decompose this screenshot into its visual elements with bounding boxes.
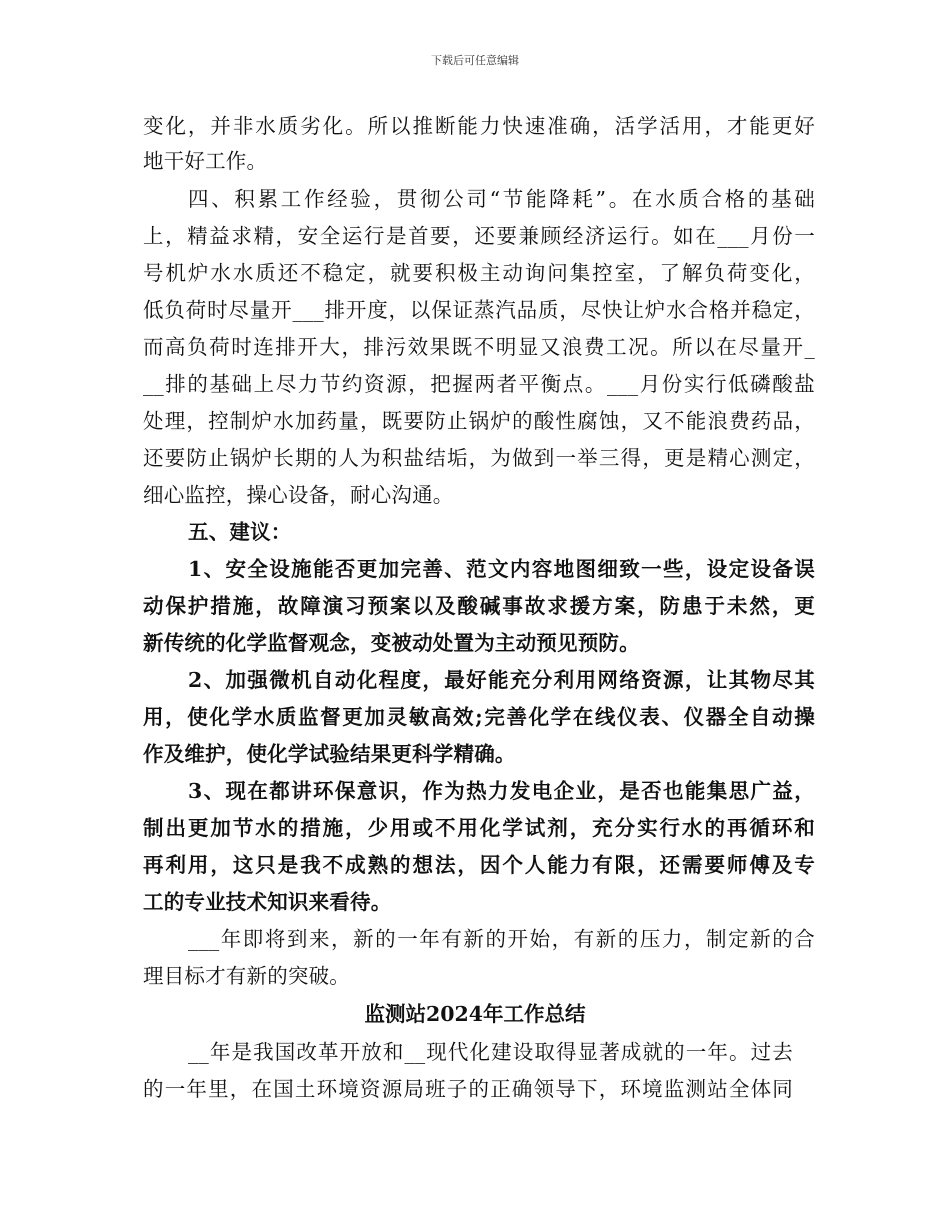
paragraph-line: ___年即将到来，新的一年有新的开始，有新的压力，制定新的合 bbox=[188, 927, 815, 951]
paragraph-line: 制出更加节水的措施，少用或不用化学试剂，充分实行水的再循环和 bbox=[143, 816, 815, 840]
section-heading: 五、建议： bbox=[188, 520, 292, 544]
paragraph-line: 2、加强微机自动化程度，最好能充分利用网络资源，让其物尽其 bbox=[188, 668, 815, 692]
paragraph-line: 变化，并非水质劣化。所以推断能力快速准确，活学活用，才能更好 bbox=[143, 114, 815, 138]
paragraph-line: 而高负荷时连排开大，排污效果既不明显又浪费工况。所以在尽量开_ bbox=[143, 335, 815, 359]
paragraph-line: 动保护措施，故障演习预案以及酸碱事故求援方案，防患于未然，更 bbox=[143, 594, 815, 618]
paragraph-line: 用，使化学水质监督更加灵敏高效;完善化学在线仪表、仪器全自动操 bbox=[143, 705, 815, 729]
paragraph-line: 低负荷时尽量开___排开度，以保证蒸汽品质，尽快让炉水合格并稳定， bbox=[143, 298, 815, 322]
paragraph-line: 号机炉水水质还不稳定，就要积极主动询问集控室，了解负荷变化， bbox=[143, 261, 815, 285]
paragraph-line: 新传统的化学监督观念，变被动处置为主动预见预防。 bbox=[143, 631, 640, 655]
section-title: 监测站2024年工作总结 bbox=[364, 1002, 586, 1026]
paragraph-line: 还要防止锅炉长期的人为积盐结垢，为做到一举三得，更是精心测定， bbox=[143, 446, 815, 470]
paragraph-line: __年是我国改革开放和__现代化建设取得显著成就的一年。过去 bbox=[188, 1040, 793, 1064]
paragraph-line: 工的专业技术知识来看待。 bbox=[143, 890, 392, 914]
paragraph-line: 3、现在都讲环保意识，作为热力发电企业，是否也能集思广益， bbox=[188, 779, 815, 803]
paragraph-line: 再利用，这只是我不成熟的想法，因个人能力有限，还需要师傅及专 bbox=[143, 853, 815, 877]
paragraph-line: 地干好工作。 bbox=[143, 149, 268, 173]
paragraph-line: 处理，控制炉水加药量，既要防止锅炉的酸性腐蚀，又不能浪费药品， bbox=[143, 409, 815, 433]
paragraph-line: 理目标才有新的突破。 bbox=[143, 964, 350, 988]
paragraph-line: 的一年里，在国土环境资源局班子的正确领导下，环境监测站全体同 bbox=[143, 1077, 793, 1101]
paragraph-line: 四、积累工作经验，贯彻公司“节能降耗”。在水质合格的基础 bbox=[188, 187, 815, 211]
paragraph-line: __排的基础上尽力节约资源，把握两者平衡点。___月份实行低磷酸盐 bbox=[143, 372, 815, 396]
paragraph-line: 细心监控，操心设备，耐心沟通。 bbox=[143, 483, 454, 507]
header-note: 下载后可任意编辑 bbox=[431, 54, 519, 67]
paragraph-line: 1、安全设施能否更加完善、范文内容地图细致一些，设定设备误 bbox=[188, 557, 815, 581]
paragraph-line: 作及维护，使化学试验结果更科学精确。 bbox=[143, 742, 516, 766]
paragraph-line: 上，精益求精，安全运行是首要，还要兼顾经济运行。如在___月份一 bbox=[143, 224, 815, 248]
